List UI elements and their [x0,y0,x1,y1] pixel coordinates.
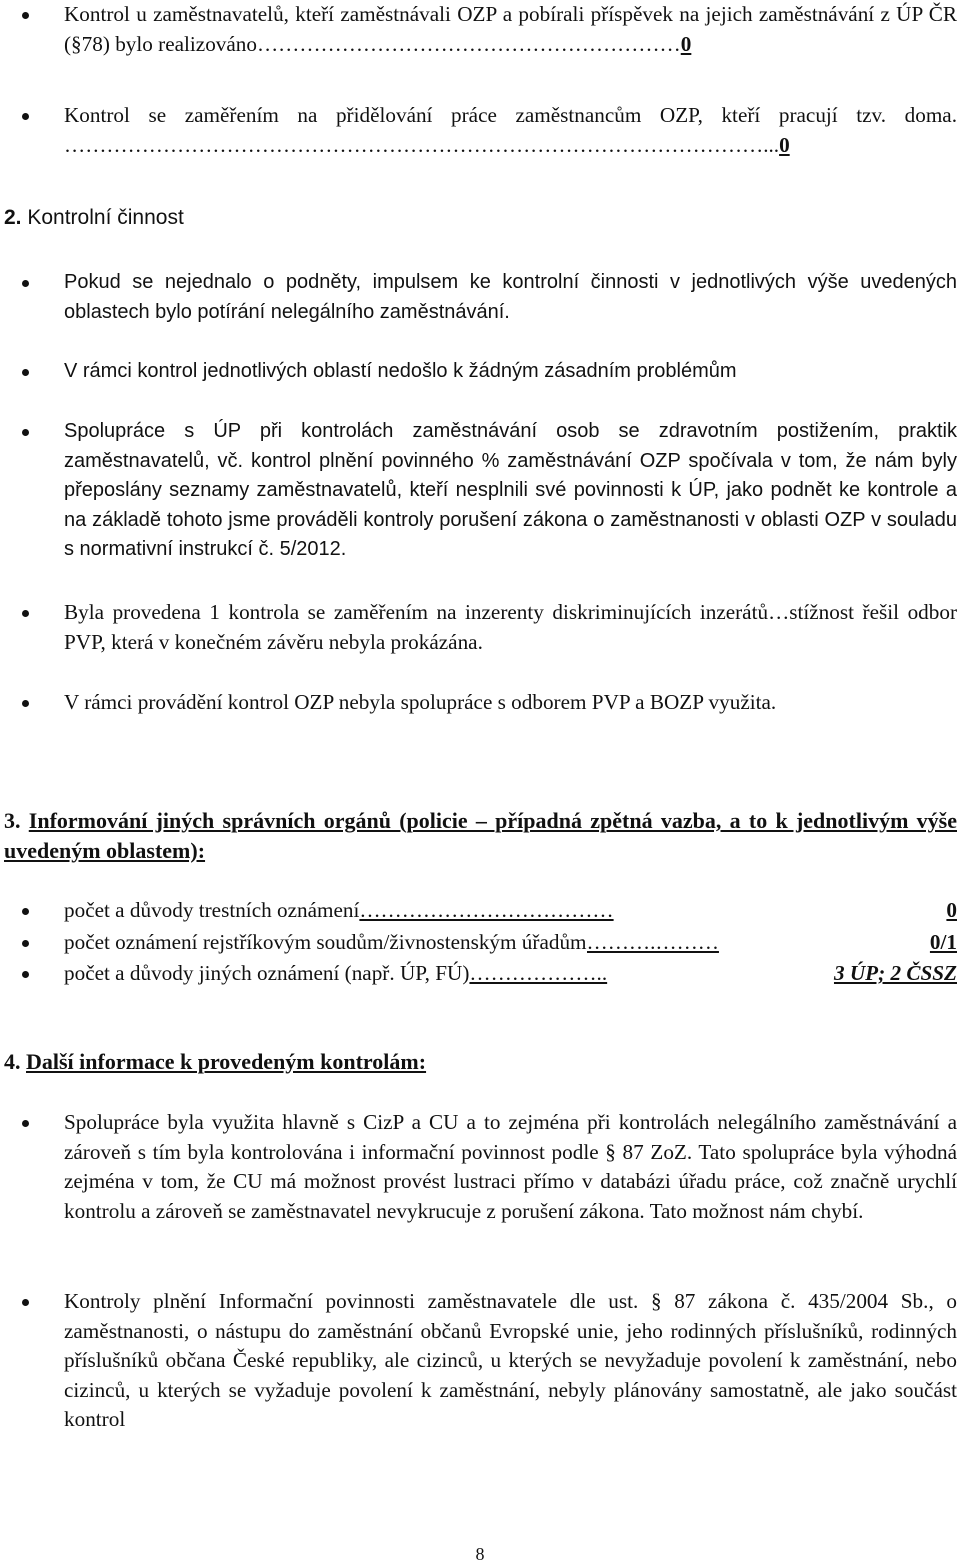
item-text: Kontrol u zaměstnavatelů, kteří zaměstnávali OZP a pobírali příspěvek na jejich zaměstnávání z ÚP ČR (§78) bylo realizováno…………………………………………………… [64,2,957,56]
bullet-icon [22,369,29,376]
section-number: 4. [4,1049,21,1074]
count-row [22,928,957,958]
item-text: Byla provedena 1 kontrola se zaměřením na inzerenty diskriminujících inzerátů…stížnost řešil odbor PVP, která v konečném závěru nebyla prokázána. [64,600,957,654]
item-value: 0 [680,31,692,56]
bullet-icon [22,700,29,707]
section-title: Informování jiných správních orgánů (policie – případná zpětná vazba, a to k jednotlivým výše uvedeným oblastem): [4,808,957,863]
section-heading [4,806,957,866]
item-text: V rámci kontrol jednotlivých oblastí nedošlo k žádným zásadním problémům [64,360,737,382]
list-item [22,688,957,718]
row-label: počet oznámení rejstříkovým soudům/živnostenským úřadům [64,930,587,954]
list-item [22,101,957,160]
bullet-icon [22,12,29,19]
count-row [22,896,957,926]
bullet-icon [22,280,29,287]
bullet-icon [22,1120,29,1127]
row-value: 0/1 [929,930,957,954]
row-value: 3 ÚP; 2 ČSSZ [833,961,957,985]
bullet-icon [22,971,29,978]
section-heading [4,1047,957,1077]
section-number: 2. [4,206,22,229]
list-item [22,0,957,59]
item-text: V rámci provádění kontrol OZP nebyla spolupráce s odborem PVP a BOZP využita. [64,690,777,714]
bullet-icon [22,940,29,947]
section-title: Další informace k provedeným kontrolám: [26,1049,427,1074]
row-value: 0 [946,898,957,922]
bullet-icon [22,429,29,436]
item-text: Spolupráce byla využita hlavně s CizP a CU a to zejména při kontrolách nelegálního zaměstnávání a zároveň s tím byla kontrolována i informační povinnost podle § 87 ZoZ. Tato spolupráce byla výhodná zejména v tom, že CU má možnost provést lustraci přímo v databázi úřadu práce, což značně urychlí kontrolu a zároveň se zaměstnavatel nevykrucuje z porušení zákona. Tato možnost nám chybí. [64,1110,957,1223]
list-item [22,1287,957,1435]
bullet-icon [22,610,29,617]
bullet-icon [22,908,29,915]
list-item [22,357,957,387]
list-item [22,1108,957,1226]
page-number: 8 [475,1544,485,1564]
leader-dots: ……………….. [469,961,608,985]
item-text: Kontrol se zaměřením na přidělování práce zaměstnancům OZP, kteří pracují tzv. doma. ………………………………………………………………………………………... [64,103,957,157]
leader-dots: ……………………………… [359,898,614,922]
bullet-icon [22,1299,29,1306]
list-item [22,598,957,657]
list-item [22,268,957,327]
row-label: počet a důvody trestních oznámení [64,898,360,922]
section-heading [4,203,957,233]
item-text: Kontroly plnění Informační povinnosti zaměstnavatele dle ust. § 87 zákona č. 435/2004 Sb., o zaměstnanosti, o nástupu do zaměstnání občanů Evropské unie, jeho rodinných příslušníků, rodinných příslušníků občana České republiky, ale cizinců, u kterých se nevyžaduje povolení k zaměstnání, nebo cizinců, u kterých se vyžaduje povolení k zaměstnání, nebyly plánovány samostatně, ale jako součást kontrol [64,1289,957,1431]
bullet-icon [22,113,29,120]
leader-dots: ……….……… [586,930,719,954]
item-text: Spolupráce s ÚP při kontrolách zaměstnávání osob se zdravotním postižením, praktik zaměstnavatelů, vč. kontrol plnění povinného % zaměstnávání OZP spočívala v tom, že nám byly přeposlány seznamy zaměstnavatelů, kteří nesplnili své povinnosti k ÚP, jako podnět ke kontrole a na základě tohoto jsme prováděli kontroly porušení zákona o zaměstnanosti v oblasti OZP v souladu s normativní instrukcí č. 5/2012. [64,420,957,560]
item-value: 0 [779,132,790,157]
section-number: 3. [4,808,21,833]
row-label: počet a důvody jiných oznámení (např. ÚP, FÚ) [64,961,470,985]
section-title: Kontrolní činnost [27,206,184,229]
list-item [22,417,957,565]
item-text: Pokud se nejednalo o podněty, impulsem ke kontrolní činnosti v jednotlivých výše uvedených oblastech bylo potírání nelegálního zaměstnávání. [64,271,957,323]
count-row [22,959,957,989]
